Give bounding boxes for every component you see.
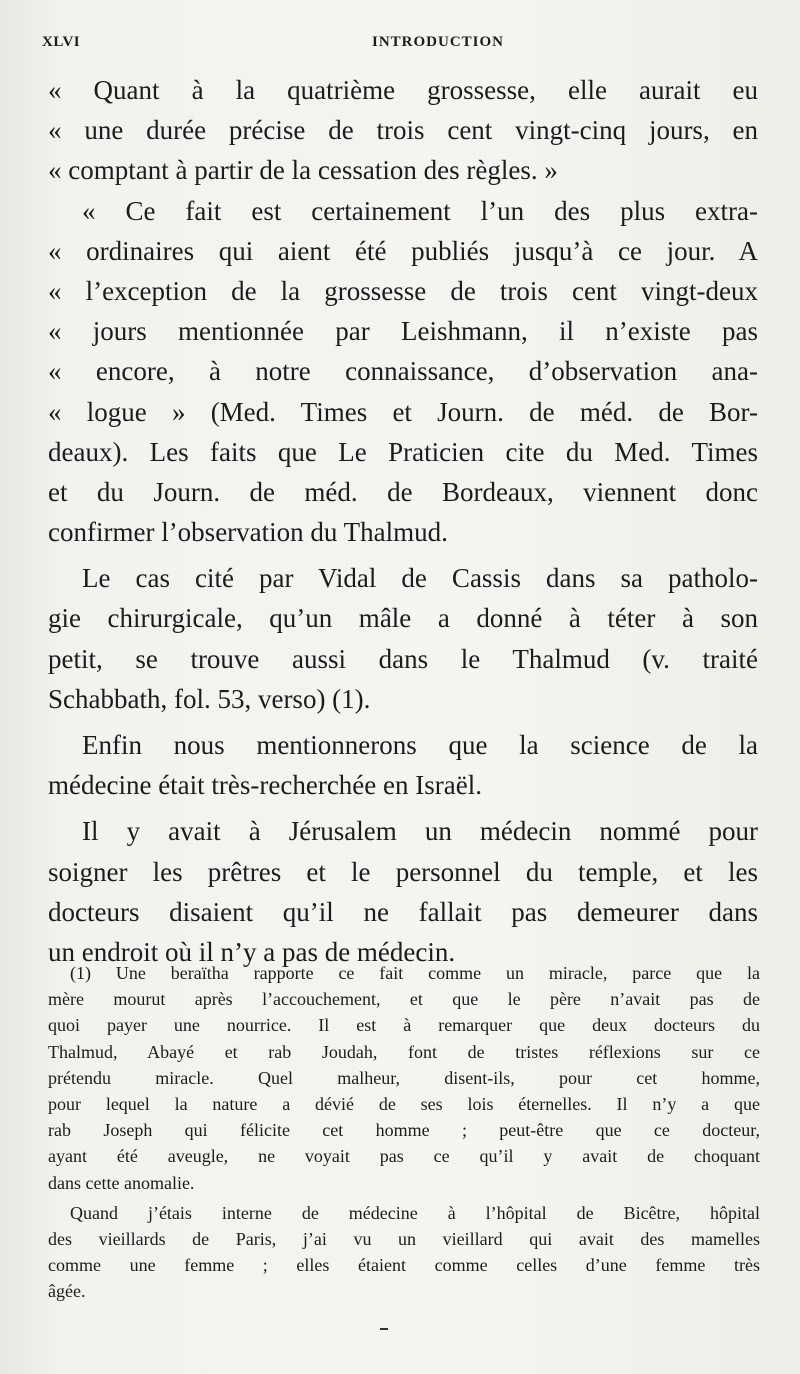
text-line: « une durée précise de trois cent vingt-cinq jours, en xyxy=(48,115,758,146)
footnote-line: des vieillards de Paris, j’ai vu un vieillard qui avait des mamelles xyxy=(48,1228,760,1249)
running-head-title: INTRODUCTION xyxy=(372,34,505,50)
text-line: Le cas cité par Vidal de Cassis dans sa patholo- xyxy=(82,563,758,594)
text-line: « l’exception de la grossesse de trois cent vingt-deux xyxy=(48,275,758,306)
text-line: petit, se trouve aussi dans le Thalmud (v. traité xyxy=(48,643,758,674)
footnote-line: Quand j’étais interne de médecine à l’hôpital de Bicêtre, hôpital xyxy=(70,1202,760,1223)
text-line: « ordinaires qui aient été publiés jusqu’à ce jour. A xyxy=(48,235,758,266)
text-line: « logue » (Med. Times et Journ. de méd. de Bor- xyxy=(48,396,758,427)
text-line: « encore, à notre connaissance, d’observation ana- xyxy=(48,356,758,387)
text-line: médecine était très-recherchée en Israël. xyxy=(48,770,482,801)
footnote-line: prétendu miracle. Quel malheur, disent-ils, pour cet homme, xyxy=(48,1067,760,1088)
main-text xyxy=(48,70,758,972)
text-line: Enfin nous mentionnerons que la science de la xyxy=(82,730,758,760)
text-line: Schabbath, fol. 53, verso) (1). xyxy=(48,683,371,714)
footnote-line: Thalmud, Abayé et rab Joudah, font de tristes réflexions sur ce xyxy=(48,1041,760,1062)
text-line: docteurs disaient qu’il ne fallait pas demeurer dans xyxy=(48,896,758,927)
footnote-line: mère mourut après l’accouchement, et que le père n’avait pas de xyxy=(48,989,760,1010)
page-number: XLVI xyxy=(42,34,81,50)
footnote-line: (1) Une beraïtha rapporte ce fait comme un miracle, parce que la xyxy=(70,963,760,983)
running-head xyxy=(42,34,762,58)
footnote-line: quoi payer une nourrice. Il est à remarquer que deux docteurs du xyxy=(48,1015,760,1036)
text-line: « jours mentionnée par Leishmann, il n’existe pas xyxy=(48,316,758,347)
text-line: et du Journ. de méd. de Bordeaux, viennent donc xyxy=(48,476,758,507)
text-line: « comptant à partir de la cessation des règles. » xyxy=(48,155,558,186)
text-line: « Ce fait est certainement l’un des plus extra- xyxy=(82,195,758,226)
text-line: Il y avait à Jérusalem un médecin nommé pour xyxy=(82,816,758,847)
text-line: confirmer l’observation du Thalmud. xyxy=(48,517,448,548)
footnote-line: dans cette anomalie. xyxy=(48,1172,195,1193)
footnote-line: ayant été aveugle, ne voyait pas ce qu’il y avait de choquant xyxy=(48,1146,760,1167)
text-line: « Quant à la quatrième grossesse, elle aurait eu xyxy=(48,75,758,105)
text-line: deaux). Les faits que Le Praticien cite du Med. Times xyxy=(48,436,758,467)
text-line: soigner les prêtres et le personnel du temple, et les xyxy=(48,856,758,887)
footnote-line: comme une femme ; elles étaient comme celles d’une femme très xyxy=(48,1255,760,1276)
text-line: gie chirurgicale, qu’un mâle a donné à téter à son xyxy=(48,603,758,634)
text-line: un endroit où il n’y a pas de médecin. xyxy=(48,936,456,967)
footnotes xyxy=(48,960,760,1304)
footnote-line: rab Joseph qui félicite cet homme ; peut-être que ce docteur, xyxy=(48,1120,760,1141)
footnote-line: pour lequel la nature a dévié de ses lois éternelles. Il n’y a que xyxy=(48,1093,760,1114)
print-mark xyxy=(380,1328,388,1330)
footnote-line: âgée. xyxy=(48,1281,86,1302)
